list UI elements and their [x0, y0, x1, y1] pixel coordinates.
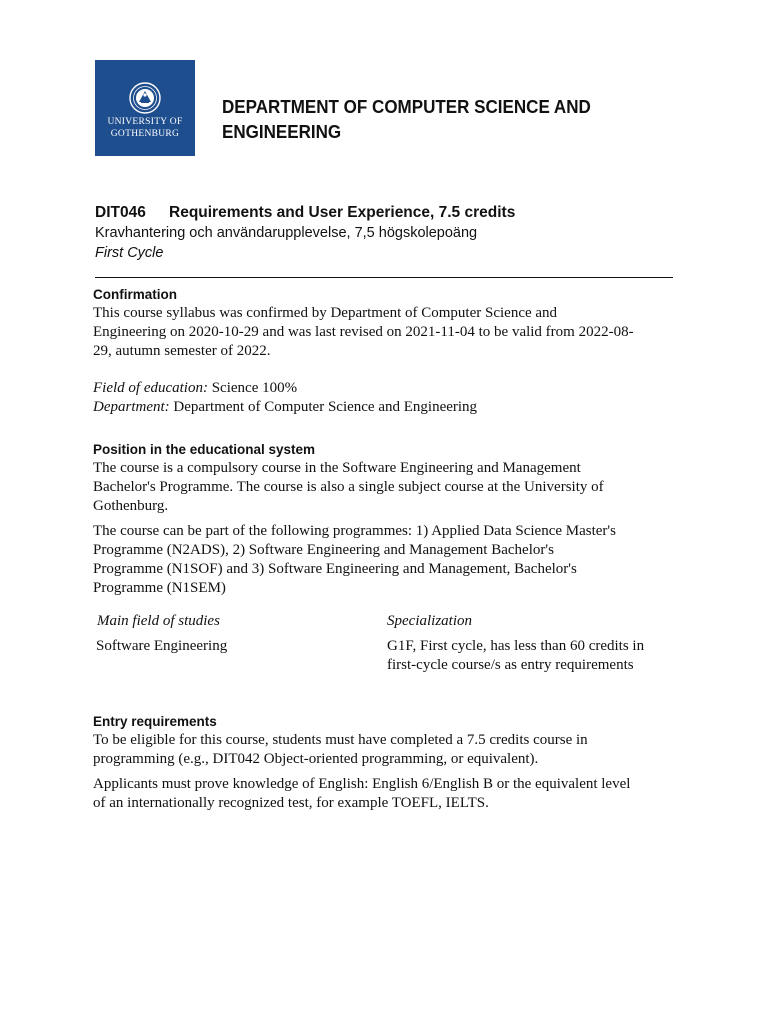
entry-line: To be eligible for this course, students must have completed a 7.5 credits course in — [93, 732, 588, 748]
entry-line: Applicants must prove knowledge of English: English 6/English B or the equivalent level — [93, 776, 631, 792]
entry-paragraph-2 — [93, 775, 678, 813]
department-value: Department of Computer Science and Engineering — [173, 399, 478, 415]
specialization-line: first-cycle course/s as entry requirements — [387, 657, 634, 673]
confirmation-line: 29, autumn semester of 2022. — [93, 343, 271, 359]
entry-heading: Entry requirements — [93, 714, 217, 729]
university-seal-icon — [95, 60, 195, 156]
header-divider — [95, 277, 673, 278]
confirmation-paragraph — [93, 304, 678, 361]
course-title: Requirements and User Experience, 7.5 credits — [169, 204, 516, 221]
field-of-education-label: Field of education: — [93, 380, 208, 396]
position-line: Gothenburg. — [93, 498, 169, 514]
position-paragraph-1 — [93, 459, 678, 516]
field-of-education-value: Science 100% — [211, 380, 298, 396]
position-line: Bachelor's Programme. The course is also a single subject course at the University of — [93, 479, 604, 495]
main-field-value: Software Engineering — [96, 638, 228, 654]
course-heading — [95, 204, 515, 222]
department-label: Department: — [93, 399, 170, 415]
entry-paragraph-1 — [93, 731, 678, 769]
department-title-line1: DEPARTMENT OF COMPUTER SCIENCE AND — [222, 96, 591, 117]
logo-city-line: GOTHENBURG — [110, 129, 180, 139]
position-line: The course can be part of the following programmes: 1) Applied Data Science Master's — [93, 523, 616, 539]
entry-line: of an internationally recognized test, for example TOEFL, IELTS. — [93, 795, 489, 811]
course-swedish-title: Kravhantering och användarupplevelse, 7,5 högskolepoäng — [95, 225, 478, 241]
position-paragraph-2 — [93, 522, 678, 598]
confirmation-line: Engineering on 2020-10-29 and was last revised on 2021-11-04 to be valid from 2022-08- — [93, 324, 634, 340]
position-line: Programme (N2ADS), 2) Software Engineering and Management Bachelor's — [93, 542, 554, 558]
specialization-value — [387, 637, 687, 675]
specialization-line: G1F, First cycle, has less than 60 credits in — [387, 638, 645, 654]
specialization-header: Specialization — [387, 613, 472, 629]
university-logo — [95, 60, 195, 156]
department-title-line2: ENGINEERING — [222, 121, 342, 142]
confirmation-heading: Confirmation — [93, 287, 177, 302]
position-line: Programme (N1SEM) — [93, 580, 226, 596]
course-cycle: First Cycle — [95, 245, 164, 261]
position-heading: Position in the educational system — [93, 442, 316, 457]
department-title — [222, 94, 608, 144]
course-code: DIT046 — [95, 204, 146, 221]
position-line: The course is a compulsory course in the Software Engineering and Management — [93, 460, 581, 476]
main-field-header: Main field of studies — [97, 613, 220, 629]
field-of-education — [93, 379, 678, 398]
logo-university-line: UNIVERSITY OF — [107, 117, 183, 127]
position-line: Programme (N1SOF) and 3) Software Engineering and Management, Bachelor's — [93, 561, 577, 577]
confirmation-line: This course syllabus was confirmed by Department of Computer Science and — [93, 305, 558, 321]
entry-line: programming (e.g., DIT042 Object-oriented programming, or equivalent). — [93, 751, 539, 767]
department-info — [93, 398, 678, 417]
